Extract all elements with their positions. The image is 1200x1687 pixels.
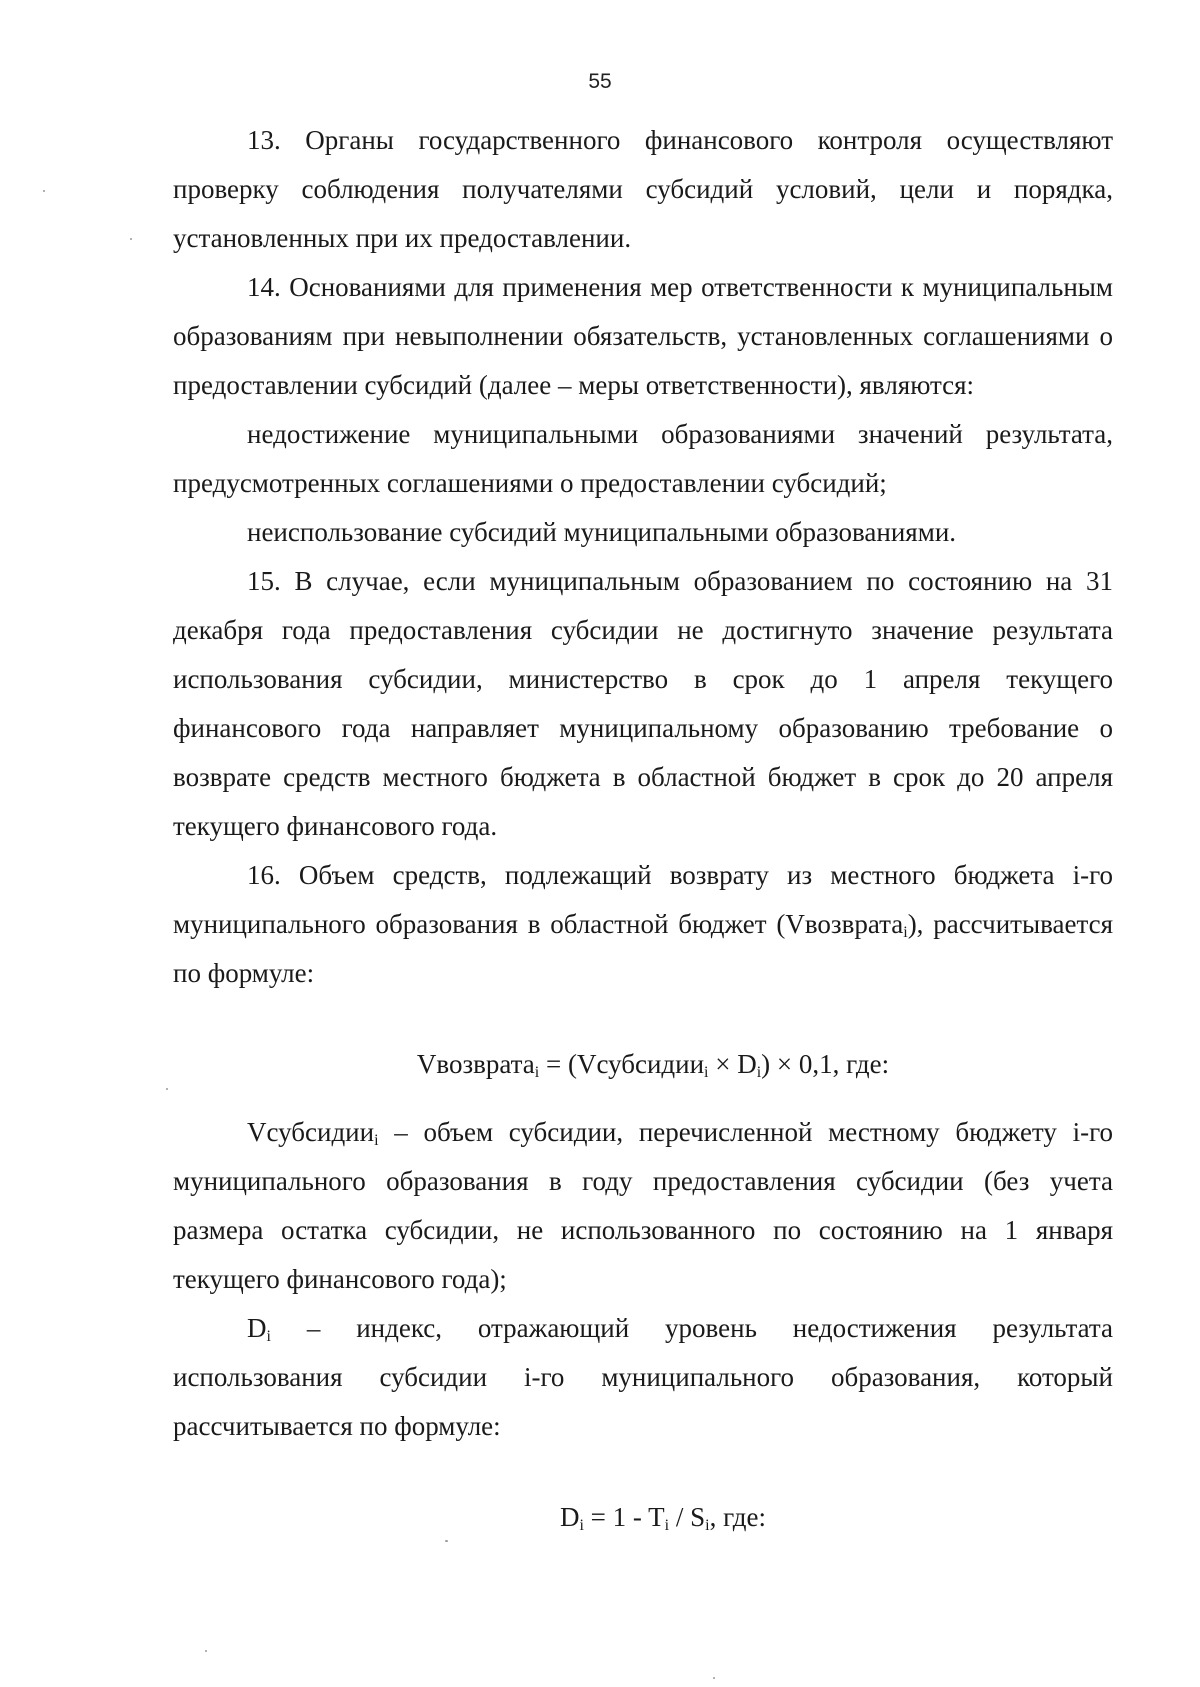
formula2-div: / S [669, 1502, 706, 1532]
paragraph-16-text: 16. Объем средств, подлежащий возврату из местного бюджета i-го муниципального образования в областной бюджет (Vвозврата [173, 860, 1113, 939]
paragraph-15: 15. В случае, если муниципальным образованием по состоянию на 31 декабря года предоставления субсидии не достигнуто значение результата использования субсидии, министерство в срок до 1 апреля текущего финансового года направляет муниципальному образованию требование о возврате средств местного бюджета в областной бюджет в срок до 20 апреля текущего финансового года. [173, 566, 1113, 841]
document-body [173, 116, 1113, 1542]
scan-speck [445, 1540, 448, 1542]
formula2-t-sub: i [664, 1517, 670, 1534]
scan-speck [130, 238, 132, 240]
scan-speck [205, 1650, 207, 1652]
formula1-rest: ) × 0,1, где: [761, 1049, 890, 1079]
formula1-vs-sub: i [704, 1064, 709, 1081]
paragraph-14-item-1: недостижение муниципальными образованиями значений результата, предусмотренных соглашениями о предоставлении субсидий; [173, 419, 1113, 498]
formula1-times: × D [708, 1049, 757, 1079]
formula1-d-sub: i [756, 1064, 762, 1081]
formula2-rest: , где: [709, 1502, 767, 1532]
paragraph-13: 13. Органы государственного финансового контроля осуществляют проверку соблюдения получателями субсидий условий, цели и порядка, установленных при их предоставлении. [173, 125, 1113, 253]
paragraph-16 [173, 851, 1113, 998]
scan-speck [713, 1677, 715, 1679]
formula2-lhs-sub: i [579, 1517, 584, 1534]
paragraph-16-subscript: i [903, 924, 908, 941]
formula-d-index [173, 1493, 1113, 1542]
d-text: – индекс, отражающий уровень недостижения результата использования субсидии i-го муниципального образования, который рассчитывается по формуле: [173, 1313, 1113, 1441]
paragraph-14: 14. Основаниями для применения мер ответственности к муниципальным образованиям при невыполнении обязательств, установленных соглашениями о предоставлении субсидий (далее – меры ответственности), являются: [173, 272, 1113, 400]
formula2-mid: = 1 - T [583, 1502, 665, 1532]
vsubsidii-text: – объем субсидии, перечисленной местному бюджету i-го муниципального образования в году предоставления субсидии (без учета размера остатка субсидии, не использованного по состоянию на 1 января текущего финансового года); [173, 1117, 1113, 1294]
definition-d-index [173, 1304, 1113, 1451]
formula1-eq: = (Vсубсидии [539, 1049, 705, 1079]
formula2-s-sub: i [705, 1517, 710, 1534]
d-term: D [247, 1313, 267, 1343]
definition-vsubsidii [173, 1108, 1113, 1304]
scan-speck [166, 1088, 168, 1090]
formula-return-volume [173, 1040, 1113, 1089]
scan-speck [43, 190, 45, 192]
formula1-lhs-sub: i [534, 1064, 540, 1081]
formula1-lhs: Vвозврата [416, 1049, 535, 1079]
formula2-lhs: D [559, 1502, 580, 1532]
vsubsidii-term: Vсубсидии [247, 1117, 375, 1147]
page-number: 55 [588, 70, 612, 93]
d-term-sub: i [266, 1328, 271, 1345]
vsubsidii-term-sub: i [374, 1132, 379, 1149]
paragraph-14-item-2: неиспользование субсидий муниципальными образованиями. [247, 517, 957, 547]
paragraph-16-tail: ), рассчитывается по формуле: [173, 909, 1113, 988]
